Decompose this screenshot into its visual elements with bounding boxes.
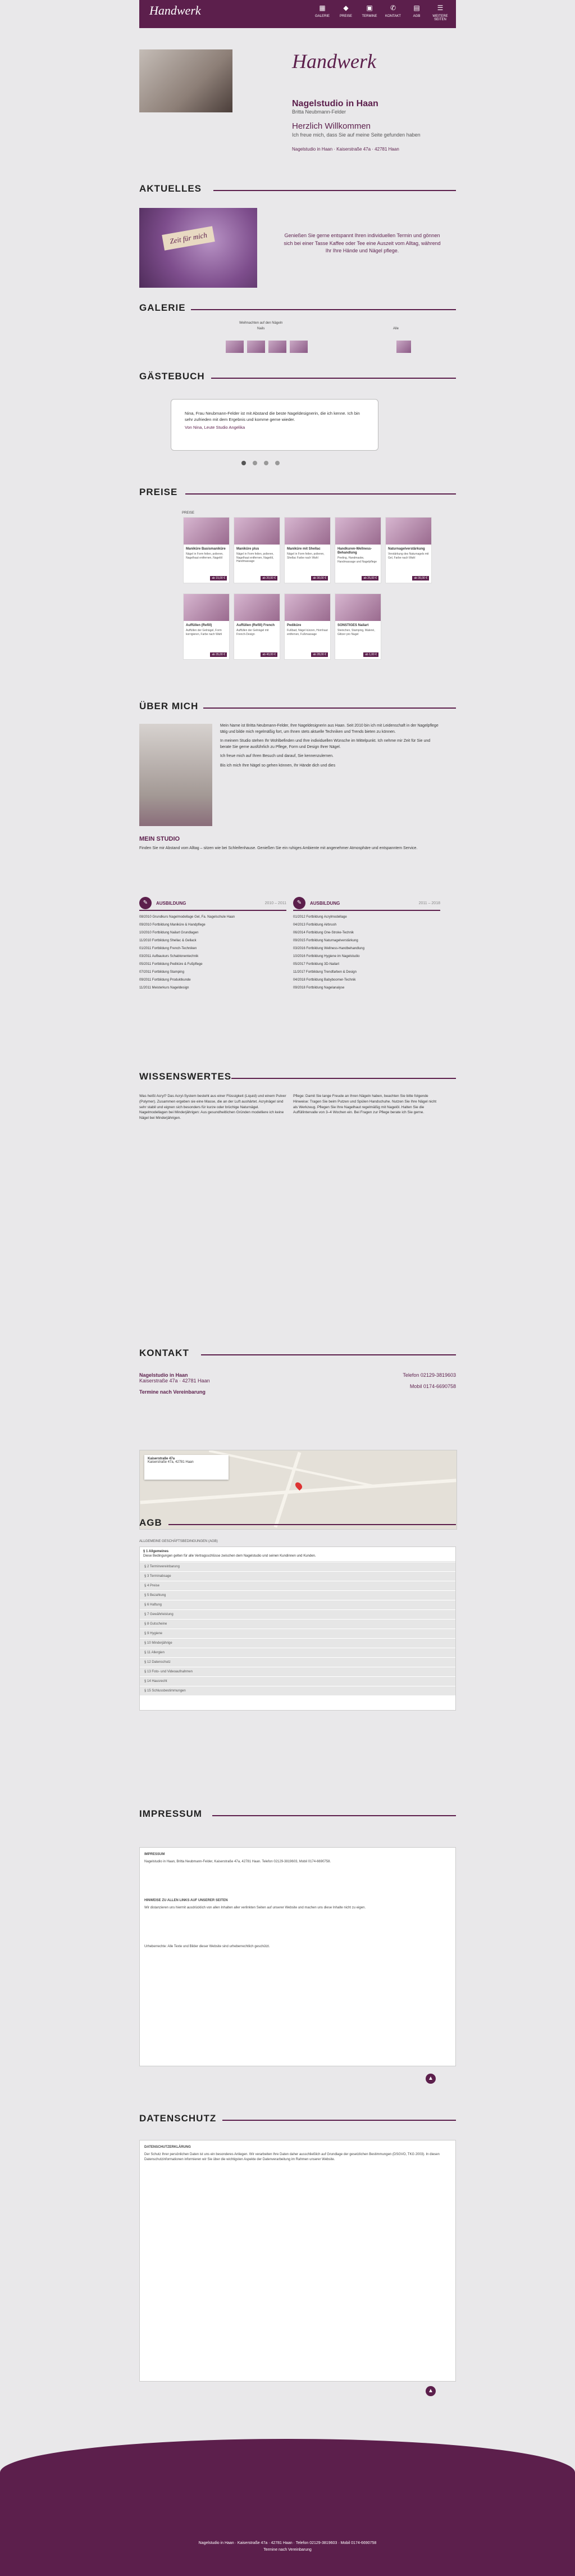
- agb-item[interactable]: § 10 Minderjährige: [140, 1638, 455, 1648]
- section-title-galerie: GALERIE: [139, 302, 186, 313]
- price-card-image: [386, 518, 431, 545]
- agb-item[interactable]: § 6 Haftung: [140, 1600, 455, 1609]
- price-card-price: ab 35,00 €: [210, 652, 227, 657]
- carousel-dot[interactable]: [241, 461, 246, 465]
- price-card-title: Pediküre: [287, 624, 302, 627]
- section-divider: [212, 1815, 456, 1816]
- price-card-title: Auffüllen (Refill): [186, 624, 212, 627]
- ausbildung-row: 11/2017 Fortbildung Trendfarben & Design: [293, 970, 357, 974]
- aktuelles-image: [139, 208, 257, 288]
- section-title-aktuelles: AKTUELLES: [139, 183, 202, 194]
- agb-item[interactable]: § 8 Gutscheine: [140, 1619, 455, 1629]
- calendar-icon: ▣: [366, 4, 373, 12]
- section-title-kontakt: KONTAKT: [139, 1348, 189, 1358]
- nav-item-preise[interactable]: ◆ PREISE: [335, 3, 357, 21]
- contact-mobil[interactable]: Mobil 0174-6690758: [409, 1384, 456, 1389]
- agb-item-open[interactable]: § 1 Allgemeines Diese Bedingungen gelten für alle Vertragsschlüsse zwischen dem Nagelstudio und seinen Kundinnen und Kunden.: [140, 1547, 455, 1562]
- ausbildung-row: 07/2011 Fortbildung Stamping: [139, 970, 184, 974]
- ausbildung-row: 09/2015 Fortbildung Naturnagelverstärkung: [293, 939, 358, 942]
- price-card[interactable]: [284, 517, 331, 583]
- aktuelles-note: Zeit für mich: [162, 226, 215, 250]
- contact-telefon[interactable]: Telefon 02129-3819603: [403, 1372, 456, 1378]
- map-info-card: [144, 1455, 229, 1480]
- hero-logo: Handwerk: [292, 50, 376, 72]
- price-card[interactable]: [234, 593, 280, 660]
- gallery-album-label: Alle: [393, 327, 399, 330]
- price-card[interactable]: [385, 517, 432, 583]
- price-card-price: ab 30,00 €: [311, 576, 328, 580]
- price-card-price: ab 25,00 €: [362, 576, 378, 580]
- agb-item[interactable]: § 13 Foto- und Videoaufnahmen: [140, 1667, 455, 1676]
- top-navigation-bar: [139, 0, 456, 28]
- nav-item-kontakt[interactable]: ✆ KONTAKT: [382, 3, 404, 21]
- ausbildung-row: 11/2010 Fortbildung Shellac & Gellack: [139, 939, 197, 942]
- tag-icon: ◆: [343, 4, 349, 12]
- section-title-impressum: IMPRESSUM: [139, 1808, 202, 1819]
- price-card[interactable]: [284, 593, 331, 660]
- studio-title: MEIN STUDIO: [139, 836, 180, 842]
- footer-appointment: Termine nach Vereinbarung: [263, 2548, 312, 2552]
- section-divider: [222, 2120, 456, 2121]
- section-divider: [231, 1078, 456, 1079]
- guestbook-entry: [171, 399, 378, 451]
- price-card-description: Verstärkung des Naturnagels mit Gel, Farbe nach Wahl: [388, 552, 429, 560]
- ausbildung-row: 10/2010 Fortbildung Nailart Grundlagen: [139, 931, 199, 935]
- price-card-price: ab 1,00 €: [363, 652, 378, 657]
- price-card-description: Fußbad, Nägel kürzen, Hornhaut entfernen, Fußmassage: [287, 629, 328, 636]
- agb-item[interactable]: § 12 Datenschutz: [140, 1657, 455, 1667]
- ausbildung-row: 01/2011 Fortbildung French-Techniken: [139, 947, 197, 950]
- price-card[interactable]: [335, 593, 381, 660]
- price-card-image: [184, 518, 229, 545]
- graduation-icon: ✎: [293, 897, 305, 909]
- ausbildung-row: 05/2017 Fortbildung 3D-Nailart: [293, 963, 340, 966]
- agb-item[interactable]: § 9 Hygiene: [140, 1629, 455, 1638]
- site-logo[interactable]: Handwerk: [149, 3, 201, 17]
- about-paragraph: In meinem Studio stehen Ihr Wohlbefinden und Ihre individuellen Wünsche im Mittelpunkt. Ich nehme mir Zeit für Sie und berate Sie gerne ausführlich zu Pflege, Form und Design Ihrer Nägel.: [220, 739, 431, 749]
- price-card-description: Nägel in Form feilen, polieren, Shellac Farbe nach Wahl: [287, 552, 325, 560]
- phone-icon: ✆: [390, 4, 396, 12]
- price-card-image: [234, 594, 280, 621]
- about-paragraph: Mein Name ist Britta Neubmann-Felder, Ihre Nageldesignerin aus Haan. Seit 2010 bin ich mit Leidenschaft in der Nagelpflege tätig und bilde mich regelmäßig fort, um Ihnen stets aktuelle Techniken und Trends bieten zu können.: [220, 724, 439, 734]
- hero-address: Nagelstudio in Haan · Kaiserstraße 47a · 42781 Haan: [292, 147, 399, 152]
- section-divider: [191, 309, 456, 310]
- graduation-icon: ✎: [139, 897, 152, 909]
- gallery-thumbnail[interactable]: [396, 341, 411, 353]
- welcome-heading: Herzlich Willkommen: [292, 121, 371, 131]
- menu-icon: ☰: [437, 4, 444, 12]
- section-divider: [203, 708, 456, 709]
- ausbildung-row: 05/2011 Fortbildung Pediküre & Fußpflege: [139, 963, 203, 966]
- agb-item[interactable]: § 5 Bezahlung: [140, 1590, 455, 1600]
- section-title-guestbook: GÄSTEBUCH: [139, 371, 205, 382]
- ausbildung-row: 03/2011 Aufbaukurs Schablonentechnik: [139, 955, 199, 958]
- contact-name: Nagelstudio in Haan: [139, 1372, 188, 1378]
- section-divider: [211, 378, 456, 379]
- about-closing: Bis ich mich Ihre Nägel so gehen können, Ihr Hände dich und dies: [220, 763, 336, 768]
- nav-item-agb[interactable]: ▤ AGB: [405, 3, 428, 21]
- nav-item-weitere-seiten[interactable]: ☰ WEITERE SEITEN: [429, 3, 451, 21]
- location-map[interactable]: [139, 1450, 457, 1530]
- gallery-thumbnail[interactable]: [268, 341, 286, 353]
- datenschutz-heading: DATENSCHUTZERKLÄRUNG: [144, 2146, 191, 2149]
- section-divider: [201, 1354, 456, 1355]
- links-text: Wir distanzieren uns hiermit ausdrücklich von allen Inhalten aller verlinkten Seiten auf unserer Website und machen uns diese Inhalte nicht zu eigen.: [144, 1906, 366, 1910]
- nav-item-termine[interactable]: ▣ TERMINE: [358, 3, 381, 21]
- price-card-description: Auffüllen der Gelnägel, Form korrigieren, Farbe nach Wahl: [186, 629, 222, 636]
- price-card[interactable]: [183, 517, 230, 583]
- about-paragraph: Ich freue mich auf Ihren Besuch und darauf, Sie kennenzulernen.: [220, 754, 334, 758]
- price-card-image: [335, 594, 381, 621]
- about-photo: [139, 724, 212, 826]
- price-card-title: Naturnagelverstärkung: [388, 547, 425, 551]
- contact-phones: [366, 1372, 456, 1389]
- price-card-title: Maniküre Basismaniküre: [186, 547, 226, 551]
- nav-item-galerie[interactable]: ▦ GALERIE: [311, 3, 334, 21]
- datenschutz-box: [139, 2140, 456, 2382]
- price-card-title: Maniküre mit Shellac: [287, 547, 321, 551]
- agb-item[interactable]: § 15 Schlussbestimmungen: [140, 1686, 455, 1695]
- price-card[interactable]: [183, 593, 230, 660]
- ausbildung-row: 04/2018 Fortbildung Babyboomer-Technik: [293, 978, 356, 982]
- price-card-price: ab 35,00 €: [412, 576, 429, 580]
- site-footer: [0, 2439, 575, 2576]
- carousel-dot[interactable]: [253, 461, 257, 465]
- section-title-about: ÜBER MICH: [139, 701, 199, 711]
- price-card-description: Nägel in Form feilen, polieren, Nagelhaut entfernen, Nagelöl, Handmassage: [236, 552, 274, 564]
- price-card-image: [285, 518, 330, 545]
- price-card-description: Steinchen, Stamping, Malerei, Glitzer pro Nagel: [337, 629, 375, 636]
- ausbildung-row: 09/2018 Fortbildung Nagelanalyse: [293, 986, 345, 990]
- datenschutz-text: Der Schutz Ihrer persönlichen Daten ist uns ein besonderes Anliegen. Wir verarbeiten Ihre Daten daher ausschließlich auf Grundlage der gesetzlichen Bestimmungen (DSGVO, TKG 2003). In diesen Datenschutzinformationen informieren wir Sie über die wichtigsten Aspekte der Datenverarbeitung im Rahmen unserer Website.: [144, 2153, 440, 2161]
- gallery-thumbnail[interactable]: [290, 341, 308, 353]
- price-card-title: Handkuren-Wellness-Behandlung: [337, 547, 372, 555]
- ausbildung-row: 03/2016 Fortbildung Wellness-Handbehandlung: [293, 947, 364, 950]
- wissenswertes-left: Was heißt Acryl? Das Acryl-System besteht aus einer Flüssigkeit (Liquid) und einem Pulver (Polymer). Zusammen ergeben sie eine Masse, die an der Luft aushärtet. Acrylnägel sind sehr stabil und eignen sich besonders für kurze oder brüchige Naturnägel. Nagelmodellagen bei Minderjährigen: Aus gesundheitlichen Gründen modelliere ich keine Nägel bei Minderjährigen.: [139, 1094, 286, 1120]
- agb-item[interactable]: § 11 Allergien: [140, 1648, 455, 1657]
- section-divider: [185, 493, 456, 495]
- price-card-price: ab 40,00 €: [261, 652, 277, 657]
- gallery-album-label: Weihnachten auf den Nägeln: [239, 321, 283, 325]
- section-divider: [168, 1524, 456, 1525]
- agb-item[interactable]: § 3 Terminabsage: [140, 1571, 455, 1581]
- agb-item[interactable]: § 2 Terminvereinbarung: [140, 1562, 455, 1571]
- carousel-dots: [241, 461, 280, 465]
- hero-image-studio: [139, 49, 232, 112]
- gallery-thumbnail[interactable]: [247, 341, 265, 353]
- page-title: Nagelstudio in Haan: [292, 99, 378, 108]
- ausbildung-row: 01/2012 Fortbildung Acrylmodellage: [293, 915, 347, 919]
- ausbildung-column-2: ✎ AUSBILDUNG 2011 – 2018 01/2012 Fortbildung Acrylmodellage 04/2013 Fortbildung Airbrush 06/2014 Fortbildung One-Stroke-Technik 09/2015 Fortbildung Naturnagelverstärkung 03/2016 Fortbildung Wellness-Handbehandlung 10/2016 Fortbildung Hygiene im Nagelstudio 05/2017 Fortbildung 3D-Nailart 11/2017 Fortbildung Trendfarben & Design 04/2018 Fortbildung Babyboomer-Technik 09/2018 Fortbildung Nagelanalyse: [293, 896, 440, 990]
- price-card-image: [335, 518, 381, 545]
- price-card-title: Auffüllen (Refill) French: [236, 624, 275, 627]
- price-card-price: ab 15,00 €: [210, 576, 227, 580]
- price-card-price: ab 28,00 €: [311, 652, 328, 657]
- contact-appointment: Termine nach Vereinbarung: [139, 1389, 206, 1395]
- contact-street: Kaiserstraße 47a · 42781 Haan: [139, 1378, 210, 1384]
- about-text: [220, 723, 439, 769]
- ausbildung-row: 10/2016 Fortbildung Hygiene im Nagelstudio: [293, 955, 360, 958]
- price-card[interactable]: [335, 517, 381, 583]
- contact-address: [139, 1372, 210, 1395]
- scroll-up-icon[interactable]: ▲: [426, 2386, 436, 2396]
- guestbook-text: Nina, Frau Neubmann-Felder ist mit Abstand die beste Nageldesignerin, die ich kenne. Ich bin sehr zufrieden mit dem Ergebnis und komme gerne wieder.: [185, 411, 360, 422]
- price-card-description: Nägel in Form feilen, polieren, Nagelhaut entfernen, Nagelöl: [186, 552, 223, 560]
- price-card-image: [285, 594, 330, 621]
- agb-item[interactable]: § 7 Gewährleistung: [140, 1609, 455, 1619]
- impressum-box: [139, 1847, 456, 2066]
- welcome-subtext: Ich freue mich, dass Sie auf meine Seite gefunden haben: [292, 132, 421, 138]
- scroll-up-icon[interactable]: ▲: [426, 2074, 436, 2084]
- section-title-datenschutz: DATENSCHUTZ: [139, 2113, 217, 2124]
- section-title-preise: PREISE: [139, 487, 178, 497]
- ausbildung-row: 08/2010 Grundkurs Nagelmodellage Gel, Fa. Nagelschule Haan: [139, 915, 235, 919]
- carousel-dot[interactable]: [275, 461, 280, 465]
- ausbildung-row: 11/2011 Meisterkurs Nageldesign: [139, 986, 189, 990]
- price-card-title: SONSTIGES Nailart: [337, 624, 369, 627]
- hero-text: [292, 99, 444, 152]
- studio-text: Finden Sie mir Abstand vom Alltag – sitzen wie bei Schleifenhause. Genießen Sie ein ruhiges Ambiente mit angenehmer Atmosphäre und entspanntem Service.: [139, 846, 418, 850]
- aktuelles-text: Genießen Sie gerne entspannt Ihren individuellen Termin und gönnen sich bei einer Tasse Kaffee oder Tee eine Auszeit vom Alltag, während Ihr Ihre Hände und Nägel pflege.: [284, 233, 441, 253]
- section-title-wissenswertes: WISSENSWERTES: [139, 1071, 232, 1082]
- agb-item[interactable]: § 4 Preise: [140, 1581, 455, 1590]
- section-divider: [213, 190, 456, 191]
- gallery-album-label: Nails: [257, 327, 265, 330]
- agb-accordion: [139, 1546, 456, 1711]
- carousel-dot[interactable]: [264, 461, 268, 465]
- impressum-text: Nagelstudio in Haan, Britta Neubmann-Felder, Kaiserstraße 47a, 42781 Haan. Telefon 02129-3819603, Mobil 0174-6690758.: [144, 1860, 331, 1863]
- document-icon: ▤: [413, 4, 420, 12]
- impressum-footer-text: Urheberrechte: Alle Texte und Bilder dieser Website sind urheberrechtlich geschützt.: [144, 1945, 270, 1948]
- guestbook-author: Von Nina, Leute Studio Angelika: [185, 425, 245, 430]
- nav-menu: [311, 3, 451, 21]
- agb-subtitle: ALLGEMEINE GESCHÄFTSBEDINGUNGEN (AGB): [139, 1540, 218, 1543]
- ausbildung-row: 09/2010 Fortbildung Maniküre & Handpflege: [139, 923, 206, 927]
- footer-address: Nagelstudio in Haan · Kaiserstraße 47a · 42781 Haan · Telefon 02129-3819603 · Mobil 0174-6690758: [198, 2541, 377, 2545]
- price-card-image: [184, 594, 229, 621]
- grid-icon: ▦: [319, 4, 326, 12]
- map-subtitle: Kaiserstraße 47a, 42781 Haan: [148, 1461, 194, 1464]
- impressum-heading: IMPRESSUM: [144, 1853, 165, 1856]
- ausbildung-row: 09/2011 Fortbildung Produktkunde: [139, 978, 191, 982]
- price-card[interactable]: [234, 517, 280, 583]
- price-card-description: Peeling, Handmaske, Handmassage und Nagelpflege: [337, 556, 377, 564]
- owner-name: Britta Neubmann-Felder: [292, 109, 346, 115]
- map-title: Kaiserstraße 47a: [148, 1457, 175, 1461]
- preise-label: PREISE: [182, 511, 195, 515]
- ausbildung-column-1: ✎ AUSBILDUNG 2010 – 2011 08/2010 Grundkurs Nagelmodellage Gel, Fa. Nagelschule Haan 09/2010 Fortbildung Maniküre & Handpflege 10/2010 Fortbildung Nailart Grundlagen 11/2010 Fortbildung Shellac & Gellack 01/2011 Fortbildung French-Techniken 03/2011 Aufbaukurs Schablonentechnik 05/2011 Fortbildung Pediküre & Fußpflege 07/2011 Fortbildung Stamping 09/2011 Fortbildung Produktkunde 11/2011 Meisterkurs Nageldesign: [139, 896, 286, 990]
- price-card-description: Auffüllen der Gelnägel mit French-Design: [236, 629, 269, 636]
- ausbildung-row: 06/2014 Fortbildung One-Stroke-Technik: [293, 931, 354, 935]
- price-card-image: [234, 518, 280, 545]
- gallery-thumbnail[interactable]: [226, 341, 244, 353]
- price-card-title: Maniküre plus: [236, 547, 259, 551]
- wissenswertes-right: Pflege: Damit Sie lange Freude an Ihren Nägeln haben, beachten Sie bitte folgende Hinweise: Tragen Sie beim Putzen und Spülen Handschuhe. Nutzen Sie Ihre Nägel nicht als Werkzeug. Pflegen Sie Ihre Nagelhaut regelmäßig mit Nagelöl. Halten Sie die Auffüllintervalle von 3–4 Wochen ein. Bei Fragen zur Pflege berate ich Sie gerne.: [293, 1094, 437, 1115]
- agb-item[interactable]: § 14 Hausrecht: [140, 1676, 455, 1686]
- section-title-agb: AGB: [139, 1517, 162, 1528]
- price-card-price: ab 20,00 €: [261, 576, 277, 580]
- ausbildung-row: 04/2013 Fortbildung Airbrush: [293, 923, 337, 927]
- links-heading: HINWEISE ZU ALLEN LINKS AUF UNSERER SEITEN: [144, 1899, 228, 1902]
